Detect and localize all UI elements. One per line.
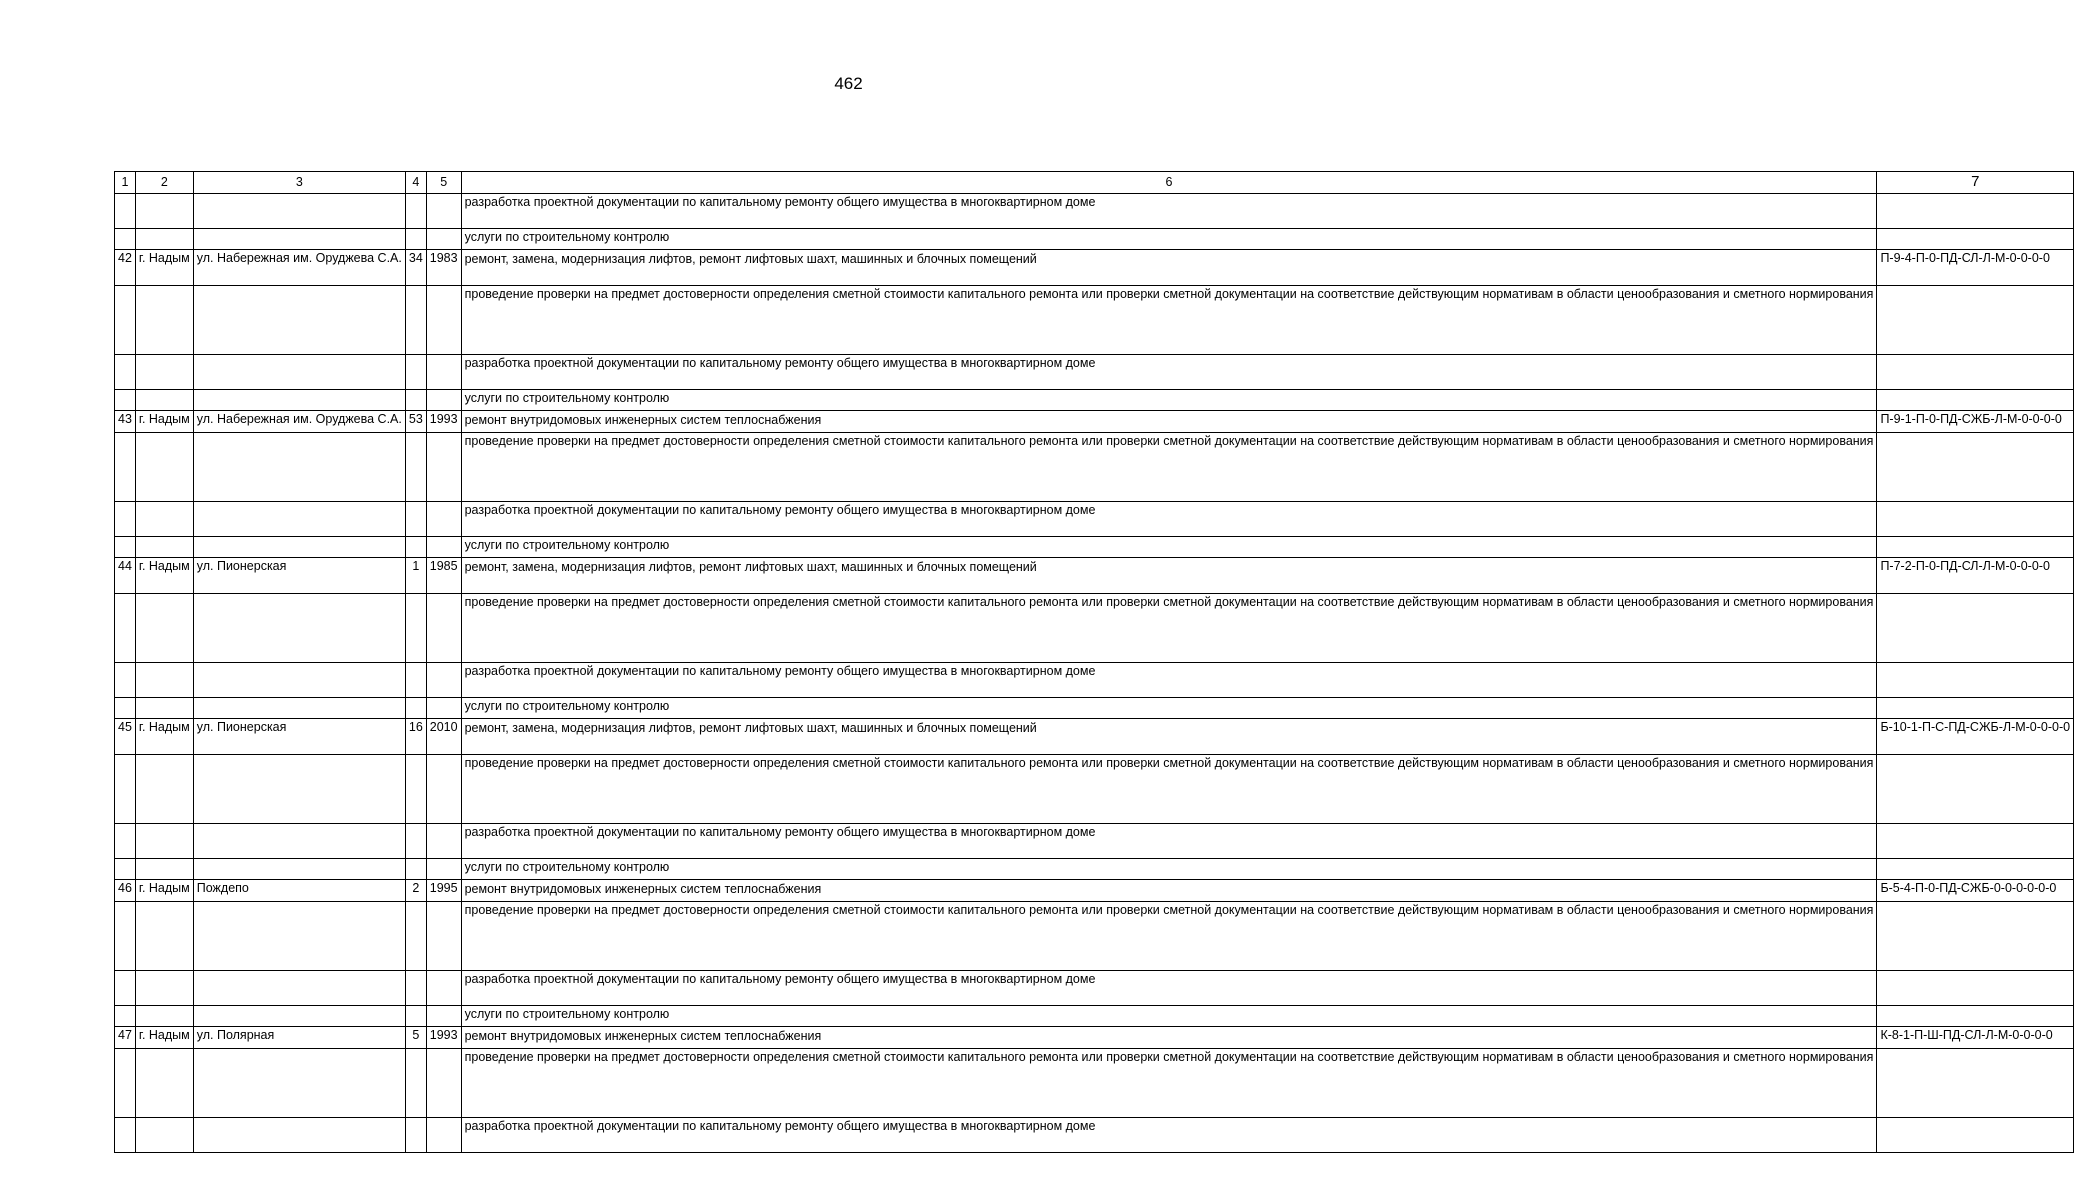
building-code-cell (1877, 537, 2074, 558)
work-type-cell: разработка проектной документации по капитальному ремонту общего имущества в многоквартирном доме (461, 502, 1877, 537)
city-cell: г. Надым (135, 411, 193, 433)
city-cell (135, 971, 193, 1006)
city-cell (135, 698, 193, 719)
table-row (115, 558, 2074, 594)
table-row (115, 755, 2074, 824)
street-cell (193, 355, 405, 390)
build-year-cell (426, 594, 461, 663)
row-number-cell (115, 902, 136, 971)
house-number-cell (405, 194, 426, 229)
house-number-cell (405, 971, 426, 1006)
build-year-cell: 1985 (426, 558, 461, 594)
build-year-cell (426, 902, 461, 971)
row-number-cell: 44 (115, 558, 136, 594)
city-cell (135, 859, 193, 880)
city-cell (135, 902, 193, 971)
row-number-cell (115, 971, 136, 1006)
build-year-cell (426, 355, 461, 390)
building-code-cell (1877, 971, 2074, 1006)
work-type-cell: разработка проектной документации по капитальному ремонту общего имущества в многоквартирном доме (461, 355, 1877, 390)
row-number-cell (115, 390, 136, 411)
build-year-cell (426, 229, 461, 250)
row-number-cell (115, 1049, 136, 1118)
row-number-cell (115, 824, 136, 859)
build-year-cell: 1983 (426, 250, 461, 286)
house-number-cell (405, 594, 426, 663)
build-year-cell (426, 824, 461, 859)
house-number-cell (405, 1118, 426, 1153)
house-number-cell (405, 755, 426, 824)
house-number-cell (405, 1006, 426, 1027)
row-number-cell: 45 (115, 719, 136, 755)
work-type-cell: услуги по строительному контролю (461, 229, 1877, 250)
table-body (115, 194, 2074, 1153)
table-row (115, 1006, 2074, 1027)
building-code-cell: П-9-4-П-0-ПД-СЛ-Л-М-0-0-0-0 (1877, 250, 2074, 286)
row-number-cell (115, 537, 136, 558)
house-number-cell (405, 433, 426, 502)
city-cell (135, 229, 193, 250)
building-code-cell (1877, 194, 2074, 229)
table-row (115, 229, 2074, 250)
row-number-cell (115, 229, 136, 250)
city-cell: г. Надым (135, 250, 193, 286)
street-cell (193, 824, 405, 859)
table-row (115, 1049, 2074, 1118)
work-type-cell: ремонт, замена, модернизация лифтов, ремонт лифтовых шахт, машинных и блочных помещений (461, 719, 1877, 755)
building-code-cell (1877, 502, 2074, 537)
house-number-cell (405, 229, 426, 250)
work-type-cell: ремонт, замена, модернизация лифтов, ремонт лифтовых шахт, машинных и блочных помещений (461, 558, 1877, 594)
street-cell (193, 755, 405, 824)
build-year-cell: 1993 (426, 1027, 461, 1049)
build-year-cell: 1993 (426, 411, 461, 433)
table-row (115, 719, 2074, 755)
build-year-cell (426, 1006, 461, 1027)
work-type-cell: услуги по строительному контролю (461, 537, 1877, 558)
build-year-cell (426, 698, 461, 719)
city-cell (135, 537, 193, 558)
city-cell (135, 755, 193, 824)
house-number-cell (405, 286, 426, 355)
column-header-4: 4 (405, 172, 426, 194)
table-row (115, 880, 2074, 902)
street-cell (193, 286, 405, 355)
building-code-cell (1877, 1049, 2074, 1118)
build-year-cell (426, 433, 461, 502)
city-cell (135, 824, 193, 859)
street-cell (193, 229, 405, 250)
street-cell (193, 502, 405, 537)
build-year-cell (426, 390, 461, 411)
work-type-cell: проведение проверки на предмет достоверности определения сметной стоимости капитального ремонта или проверки сметной документации на соответствие действующим нормативам в области ценообразования и сметного нормирования (461, 1049, 1877, 1118)
row-number-cell: 42 (115, 250, 136, 286)
city-cell (135, 594, 193, 663)
house-number-cell (405, 355, 426, 390)
building-code-cell (1877, 1006, 2074, 1027)
column-header-1: 1 (115, 172, 136, 194)
table-row (115, 355, 2074, 390)
city-cell (135, 355, 193, 390)
building-code-cell (1877, 594, 2074, 663)
work-type-cell: разработка проектной документации по капитальному ремонту общего имущества в многоквартирном доме (461, 971, 1877, 1006)
table-row (115, 194, 2074, 229)
building-code-cell: П-7-2-П-0-ПД-СЛ-Л-М-0-0-0-0 (1877, 558, 2074, 594)
building-code-cell (1877, 390, 2074, 411)
street-cell (193, 971, 405, 1006)
house-number-cell (405, 902, 426, 971)
house-number-cell (405, 537, 426, 558)
street-cell: ул. Набережная им. Оруджева С.А. (193, 411, 405, 433)
header-row (115, 172, 2074, 194)
build-year-cell (426, 755, 461, 824)
street-cell (193, 1006, 405, 1027)
building-code-cell: П-9-1-П-0-ПД-СЖБ-Л-М-0-0-0-0 (1877, 411, 2074, 433)
table-row (115, 971, 2074, 1006)
build-year-cell (426, 971, 461, 1006)
building-code-cell (1877, 229, 2074, 250)
build-year-cell (426, 1049, 461, 1118)
building-code-cell (1877, 859, 2074, 880)
building-code-cell: К-8-1-П-Ш-ПД-СЛ-Л-М-0-0-0-0 (1877, 1027, 2074, 1049)
build-year-cell: 2010 (426, 719, 461, 755)
row-number-cell (115, 1006, 136, 1027)
building-code-cell: Б-10-1-П-С-ПД-СЖБ-Л-М-0-0-0-0 (1877, 719, 2074, 755)
building-code-cell (1877, 663, 2074, 698)
row-number-cell (115, 1118, 136, 1153)
row-number-cell (115, 594, 136, 663)
street-cell (193, 1118, 405, 1153)
table-row (115, 390, 2074, 411)
work-type-cell: проведение проверки на предмет достоверности определения сметной стоимости капитального ремонта или проверки сметной документации на соответствие действующим нормативам в области ценообразования и сметного нормирования (461, 755, 1877, 824)
row-number-cell (115, 355, 136, 390)
city-cell: г. Надым (135, 880, 193, 902)
building-code-cell (1877, 902, 2074, 971)
row-number-cell (115, 698, 136, 719)
building-code-cell (1877, 286, 2074, 355)
column-header-2: 2 (135, 172, 193, 194)
city-cell: г. Надым (135, 1027, 193, 1049)
work-type-cell: ремонт внутридомовых инженерных систем теплоснабжения (461, 880, 1877, 902)
build-year-cell (426, 286, 461, 355)
column-header-7: 7 (1877, 172, 2074, 194)
house-number-cell: 1 (405, 558, 426, 594)
street-cell: ул. Пионерская (193, 558, 405, 594)
work-type-cell: проведение проверки на предмет достоверности определения сметной стоимости капитального ремонта или проверки сметной документации на соответствие действующим нормативам в области ценообразования и сметного нормирования (461, 433, 1877, 502)
city-cell (135, 194, 193, 229)
row-number-cell: 47 (115, 1027, 136, 1049)
street-cell (193, 537, 405, 558)
building-code-cell (1877, 433, 2074, 502)
table-row (115, 1118, 2074, 1153)
row-number-cell: 43 (115, 411, 136, 433)
city-cell (135, 502, 193, 537)
house-number-cell (405, 390, 426, 411)
table-row (115, 859, 2074, 880)
city-cell: г. Надым (135, 558, 193, 594)
row-number-cell (115, 663, 136, 698)
city-cell (135, 390, 193, 411)
street-cell (193, 433, 405, 502)
house-number-cell (405, 824, 426, 859)
street-cell (193, 1049, 405, 1118)
work-type-cell: услуги по строительному контролю (461, 698, 1877, 719)
capital-repair-table (114, 171, 2074, 1153)
work-type-cell: проведение проверки на предмет достоверности определения сметной стоимости капитального ремонта или проверки сметной документации на соответствие действующим нормативам в области ценообразования и сметного нормирования (461, 286, 1877, 355)
work-type-cell: проведение проверки на предмет достоверности определения сметной стоимости капитального ремонта или проверки сметной документации на соответствие действующим нормативам в области ценообразования и сметного нормирования (461, 902, 1877, 971)
building-code-cell (1877, 1118, 2074, 1153)
work-type-cell: разработка проектной документации по капитальному ремонту общего имущества в многоквартирном доме (461, 824, 1877, 859)
table-row (115, 1027, 2074, 1049)
city-cell (135, 1049, 193, 1118)
building-code-cell (1877, 698, 2074, 719)
city-cell (135, 433, 193, 502)
row-number-cell (115, 194, 136, 229)
building-code-cell (1877, 355, 2074, 390)
street-cell (193, 194, 405, 229)
house-number-cell: 53 (405, 411, 426, 433)
work-type-cell: ремонт внутридомовых инженерных систем теплоснабжения (461, 1027, 1877, 1049)
table-row (115, 824, 2074, 859)
work-type-cell: услуги по строительному контролю (461, 1006, 1877, 1027)
city-cell (135, 1006, 193, 1027)
building-code-cell (1877, 755, 2074, 824)
house-number-cell (405, 1049, 426, 1118)
house-number-cell (405, 663, 426, 698)
row-number-cell (115, 502, 136, 537)
table-row (115, 411, 2074, 433)
city-cell (135, 286, 193, 355)
street-cell (193, 902, 405, 971)
city-cell (135, 1118, 193, 1153)
build-year-cell (426, 194, 461, 229)
row-number-cell (115, 755, 136, 824)
street-cell (193, 698, 405, 719)
city-cell (135, 663, 193, 698)
table-row (115, 902, 2074, 971)
table-row (115, 433, 2074, 502)
table-row (115, 502, 2074, 537)
work-type-cell: ремонт внутридомовых инженерных систем теплоснабжения (461, 411, 1877, 433)
work-type-cell: разработка проектной документации по капитальному ремонту общего имущества в многоквартирном доме (461, 194, 1877, 229)
street-cell: ул. Набережная им. Оруджева С.А. (193, 250, 405, 286)
street-cell (193, 594, 405, 663)
street-cell: ул. Полярная (193, 1027, 405, 1049)
build-year-cell (426, 1118, 461, 1153)
build-year-cell (426, 663, 461, 698)
city-cell: г. Надым (135, 719, 193, 755)
table-row (115, 250, 2074, 286)
table-row (115, 537, 2074, 558)
house-number-cell: 2 (405, 880, 426, 902)
table-row (115, 663, 2074, 698)
row-number-cell: 46 (115, 880, 136, 902)
row-number-cell (115, 286, 136, 355)
street-cell (193, 663, 405, 698)
work-type-cell: услуги по строительному контролю (461, 859, 1877, 880)
building-code-cell (1877, 824, 2074, 859)
row-number-cell (115, 859, 136, 880)
street-cell (193, 859, 405, 880)
work-type-cell: услуги по строительному контролю (461, 390, 1877, 411)
street-cell: ул. Пионерская (193, 719, 405, 755)
work-type-cell: ремонт, замена, модернизация лифтов, ремонт лифтовых шахт, машинных и блочных помещений (461, 250, 1877, 286)
build-year-cell: 1995 (426, 880, 461, 902)
house-number-cell (405, 859, 426, 880)
house-number-cell: 34 (405, 250, 426, 286)
row-number-cell (115, 433, 136, 502)
build-year-cell (426, 502, 461, 537)
page-number: 462 (834, 74, 863, 93)
column-header-3: 3 (193, 172, 405, 194)
building-code-cell: Б-5-4-П-0-ПД-СЖБ-0-0-0-0-0-0 (1877, 880, 2074, 902)
work-type-cell: разработка проектной документации по капитальному ремонту общего имущества в многоквартирном доме (461, 1118, 1877, 1153)
table-row (115, 286, 2074, 355)
table-row (115, 698, 2074, 719)
house-number-cell (405, 698, 426, 719)
street-cell: Пождепо (193, 880, 405, 902)
build-year-cell (426, 859, 461, 880)
house-number-cell: 5 (405, 1027, 426, 1049)
work-type-cell: проведение проверки на предмет достоверности определения сметной стоимости капитального ремонта или проверки сметной документации на соответствие действующим нормативам в области ценообразования и сметного нормирования (461, 594, 1877, 663)
column-header-5: 5 (426, 172, 461, 194)
build-year-cell (426, 537, 461, 558)
house-number-cell (405, 502, 426, 537)
house-number-cell: 16 (405, 719, 426, 755)
work-type-cell: разработка проектной документации по капитальному ремонту общего имущества в многоквартирном доме (461, 663, 1877, 698)
street-cell (193, 390, 405, 411)
column-header-6: 6 (461, 172, 1877, 194)
table-row (115, 594, 2074, 663)
